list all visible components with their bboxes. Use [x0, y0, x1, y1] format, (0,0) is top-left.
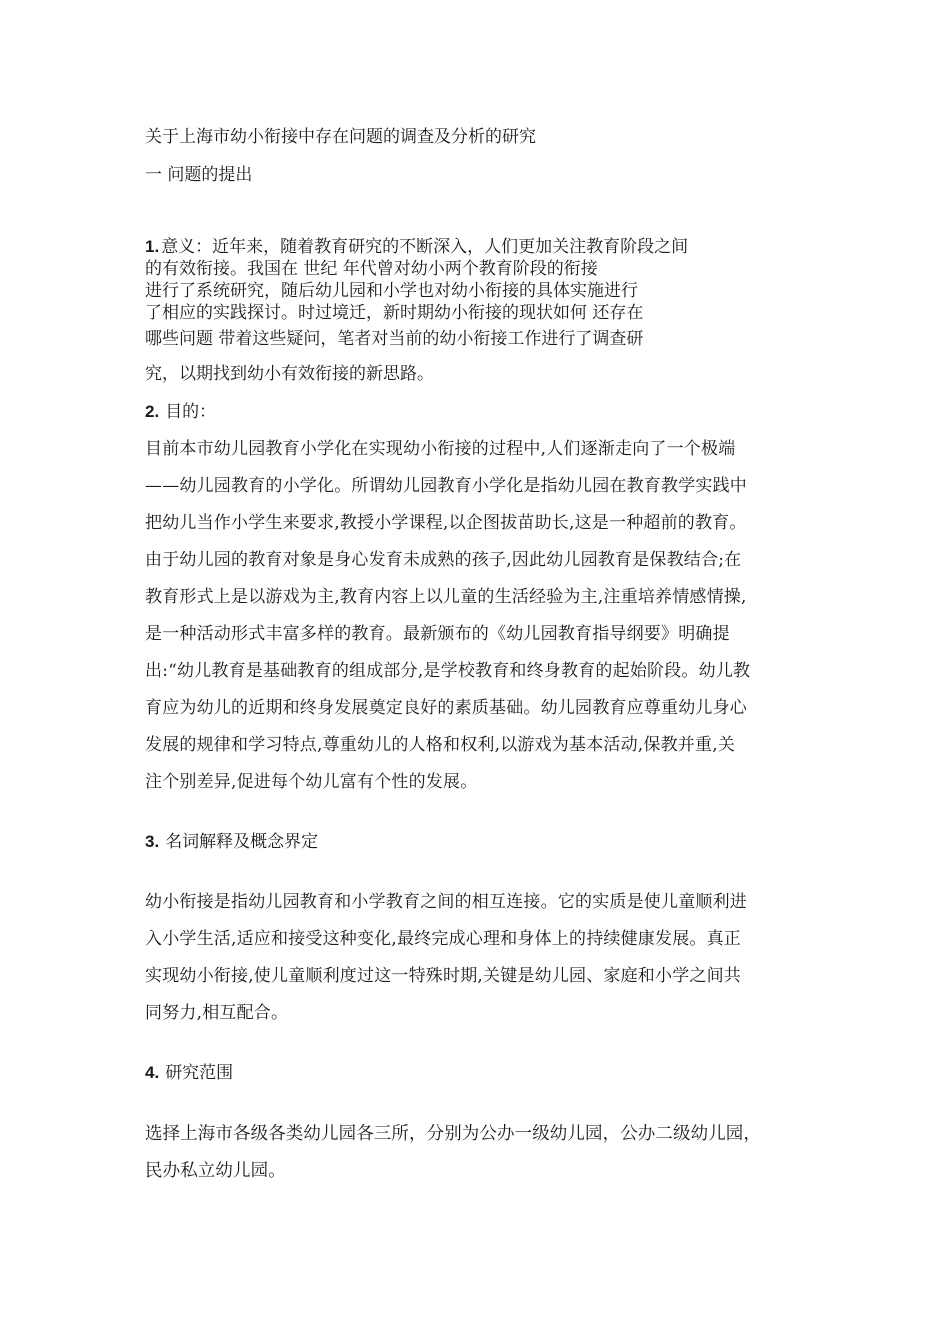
section-1-line-3: 进行了系统研究，随后幼儿园和小学也对幼小衔接的具体实施进行	[145, 281, 638, 301]
section-4-line-1: 选择上海市各级各类幼儿园各三所，分别为公办一级幼儿园，公办二级幼儿园，	[145, 1124, 761, 1144]
section-2-line-2: ——幼儿园教育的小学化。所谓幼儿园教育小学化是指幼儿园在教育教学实践中	[145, 476, 747, 496]
section-3-line-2: 入小学生活,适应和接受这种变化,最终完成心理和身体上的持续健康发展。真正	[145, 929, 742, 949]
section-1-number: 1.	[145, 237, 160, 256]
section-2-line-5: 教育形式上是以游戏为主,教育内容上以儿童的生活经验为主,注重培养情感情操,	[145, 587, 747, 607]
document-title: 关于上海市幼小衔接中存在问题的调查及分析的研究	[145, 127, 536, 147]
section-3-line-4: 同努力,相互配合。	[145, 1003, 289, 1023]
section-3-number: 3.	[145, 832, 160, 851]
section-4-line-2: 民办私立幼儿园。	[145, 1161, 286, 1181]
section-3-line-3: 实现幼小衔接,使儿童顺利度过这一特殊时期,关键是幼儿园、家庭和小学之间共	[145, 966, 742, 986]
section-2-line-4: 由于幼儿园的教育对象是身心发育未成熟的孩子,因此幼儿园教育是保教结合;在	[145, 550, 742, 570]
section-1-line-1: 1. 意义：近年来，随着教育研究的不断深入，人们更加关注教育阶段之间	[145, 237, 689, 257]
section-4-heading: 4. 研究范围	[145, 1063, 234, 1083]
section-1-line-5: 哪些问题 带着这些疑问，笔者对当前的幼小衔接工作进行了调查研	[145, 329, 644, 349]
section-3-line-1: 幼小衔接是指幼儿园教育和小学教育之间的相互连接。它的实质是使儿童顺利进	[145, 892, 747, 912]
section-2-line-8: 育应为幼儿的近期和终身发展奠定良好的素质基础。幼儿园教育应尊重幼儿身心	[145, 698, 747, 718]
section-2-number: 2.	[145, 402, 160, 421]
section-1-line-6: 究，以期找到幼小有效衔接的新思路。	[145, 364, 434, 384]
section-heading: 一 问题的提出	[145, 165, 253, 185]
section-2-line-10: 注个别差异,促进每个幼儿富有个性的发展。	[145, 772, 478, 792]
section-1-line-2: 的有效衔接。我国在 世纪 年代曾对幼小两个教育阶段的衔接	[145, 259, 598, 279]
section-2-line-3: 把幼儿当作小学生来要求,教授小学课程,以企图拔苗助长,这是一种超前的教育。	[145, 513, 747, 533]
section-2-line-1: 目前本市幼儿园教育小学化在实现幼小衔接的过程中,人们逐渐走向了一个极端	[145, 439, 736, 459]
section-4-number: 4.	[145, 1063, 160, 1082]
section-3-heading: 3. 名词解释及概念界定	[145, 832, 319, 852]
section-2-heading: 2. 目的：	[145, 402, 217, 422]
section-2-line-6: 是一种活动形式丰富多样的教育。最新颁布的《幼儿园教育指导纲要》明确提	[145, 624, 730, 644]
section-1-line-4: 了相应的实践探讨。时过境迁，新时期幼小衔接的现状如何 还存在	[145, 303, 644, 323]
section-2-line-9: 发展的规律和学习特点,尊重幼儿的人格和权利,以游戏为基本活动,保教并重,关	[145, 735, 736, 755]
section-2-line-7: 出:“幼儿教育是基础教育的组成部分,是学校教育和终身教育的起始阶段。幼儿教	[145, 661, 751, 681]
